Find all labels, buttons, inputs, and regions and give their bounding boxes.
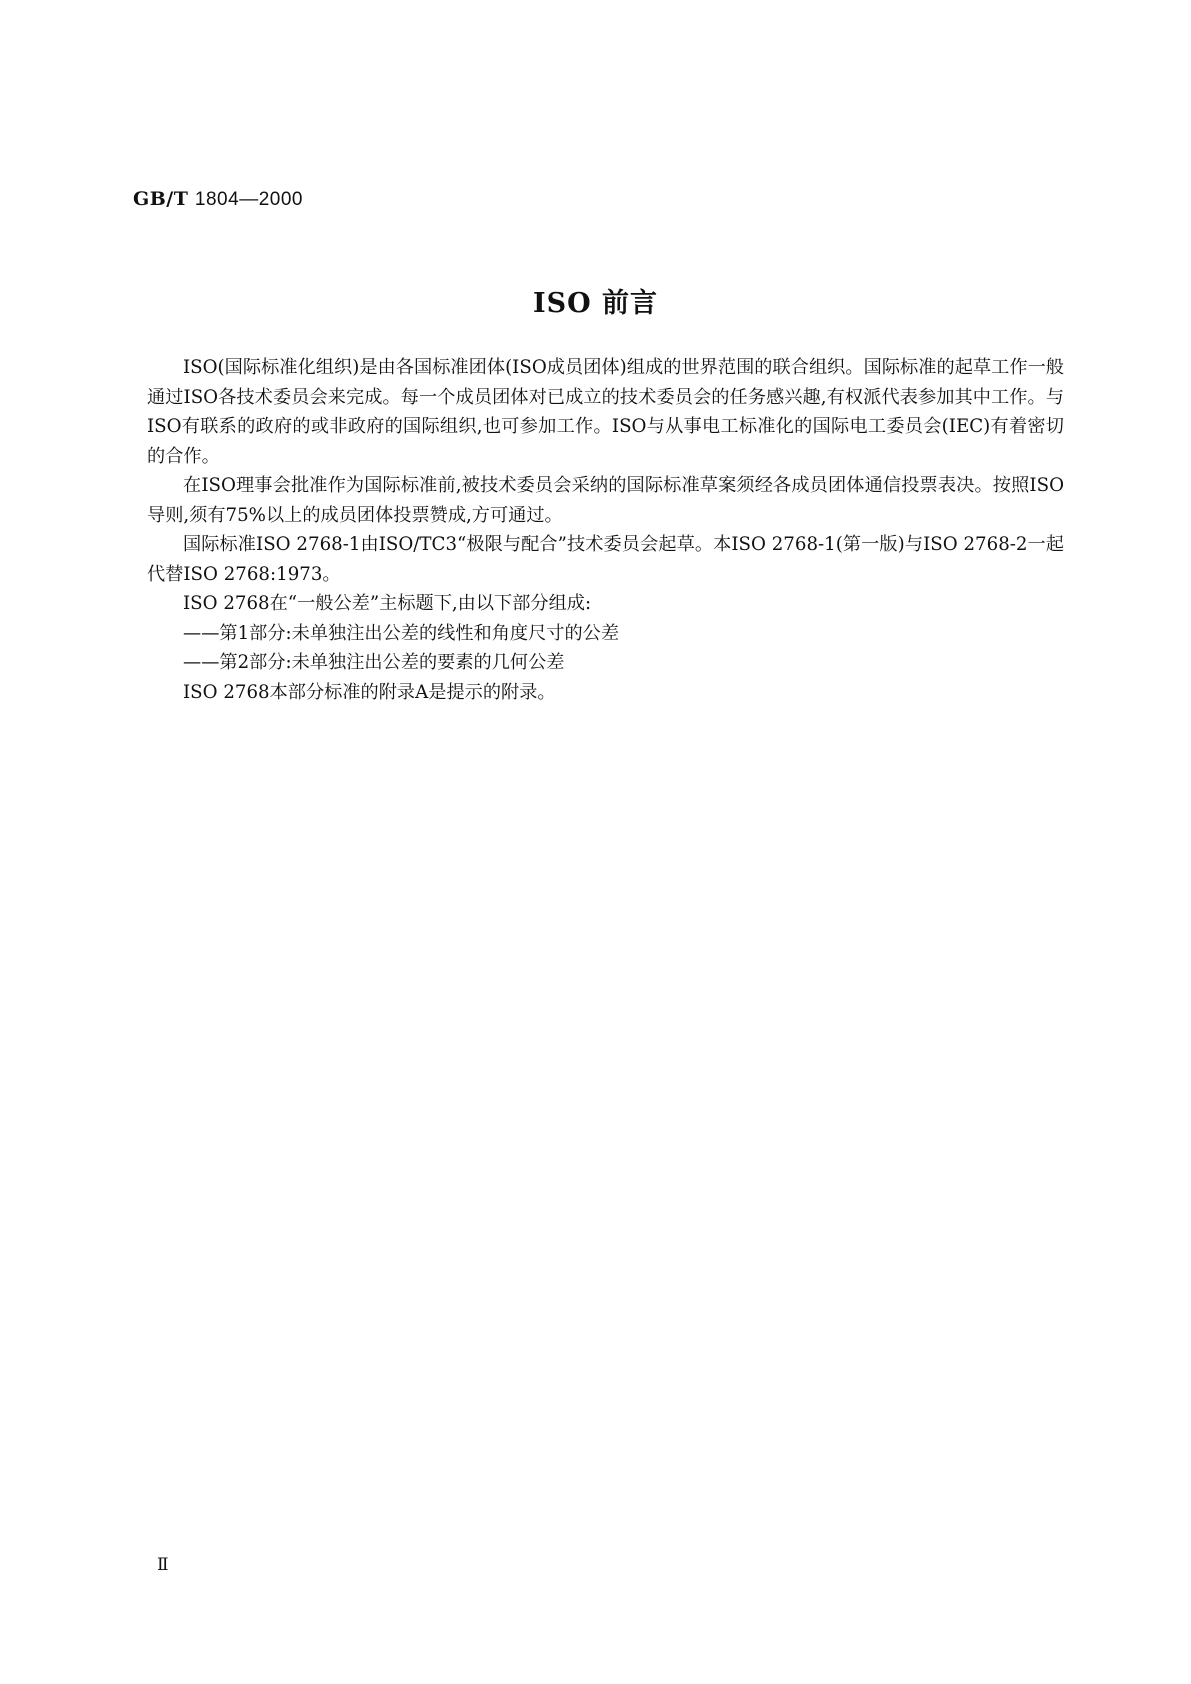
standard-prefix: GB/T bbox=[133, 188, 189, 210]
paragraph-iso-intro: ISO(国际标准化组织)是由各国标准团体(ISO成员团体)组成的世界范围的联合组织。国际标准的起草工作一般通过ISO各技术委员会来完成。每一个成员团体对已成立的技术委员会的任务感兴趣,有权派代表参加其中工作。与ISO有联系的政府的或非政府的国际组织,也可参加工作。ISO与从事电工标准化的国际电工委员会(IEC)有着密切的合作。 bbox=[147, 357, 1064, 467]
paragraph-annex: ISO 2768本部分标准的附录A是提示的附录。 bbox=[183, 681, 556, 703]
page-title: ISO 前言 bbox=[532, 288, 659, 319]
standard-code bbox=[133, 188, 303, 211]
standard-number: 1804—2000 bbox=[194, 189, 303, 210]
page-number: Ⅱ bbox=[157, 1555, 169, 1575]
paragraph-drafting: 国际标准ISO 2768-1由ISO/TC3“极限与配合”技术委员会起草。本ISO 2768-1(第一版)与ISO 2768-2一起代替ISO 2768:1973。 bbox=[147, 534, 1064, 585]
paragraph-voting: 在ISO理事会批准作为国际标准前,被技术委员会采纳的国际标准草案须经各成员团体通信投票表决。按照ISO导则,须有75%以上的成员团体投票赞成,方可通过。 bbox=[147, 475, 1064, 526]
list-item-part-2: ——第2部分:未单独注出公差的要素的几何公差 bbox=[183, 652, 565, 673]
paragraph-parts-intro: ISO 2768在“一般公差”主标题下,由以下部分组成: bbox=[183, 593, 592, 614]
foreword-body bbox=[147, 353, 1064, 707]
list-item-part-1: ——第1部分:未单独注出公差的线性和角度尺寸的公差 bbox=[183, 622, 620, 644]
